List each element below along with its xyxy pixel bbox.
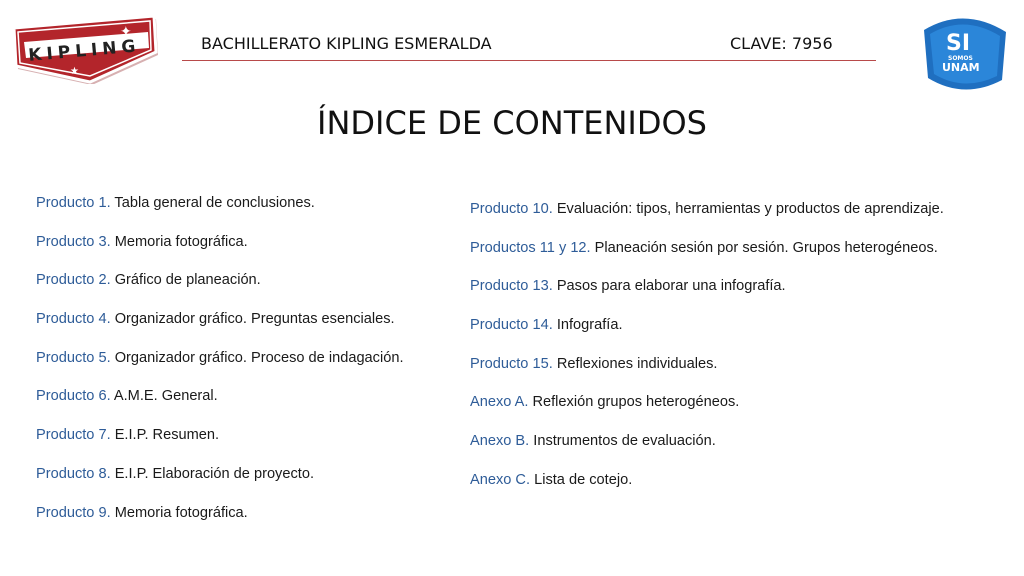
item-reference: Producto 6. [36, 388, 111, 405]
item-description: Memoria fotográfica. [110, 504, 248, 521]
list-item [36, 270, 404, 309]
item-reference: Producto 7. [36, 427, 111, 444]
item-reference: Anexo C. [470, 471, 531, 488]
item-reference: Anexo A. [470, 394, 529, 411]
item-description: E.I.P. Elaboración de proyecto. [110, 465, 314, 482]
list-item [36, 503, 404, 542]
list-item [36, 348, 404, 387]
item-description: Pasos para elaborar una infografía. [552, 278, 786, 295]
svg-text:★: ★ [70, 66, 79, 77]
list-item [36, 309, 404, 348]
item-reference: Producto 15. [470, 355, 553, 372]
list-item [36, 232, 404, 271]
svg-text:UNAM: UNAM [942, 61, 980, 74]
list-item [470, 470, 944, 509]
si-somos-unam-logo [918, 10, 1010, 94]
list-item [36, 464, 404, 503]
item-reference: Producto 1. [36, 195, 111, 211]
svg-text:KIPLING: KIPLING [27, 36, 142, 66]
svg-text:SI: SI [946, 31, 971, 56]
item-reference: Producto 10. [470, 201, 553, 217]
list-item [470, 199, 944, 238]
page-title: ÍNDICE DE CONTENIDOS [317, 104, 707, 142]
item-description: Lista de cotejo. [530, 471, 633, 488]
svg-text:SOMOS: SOMOS [948, 55, 973, 62]
item-description: Reflexiones individuales. [552, 355, 718, 372]
item-description: Memoria fotográfica. [110, 233, 248, 250]
item-description: E.I.P. Resumen. [110, 427, 220, 444]
school-name: BACHILLERATO KIPLING ESMERALDA [201, 34, 492, 53]
list-item [470, 431, 944, 470]
list-item [36, 386, 404, 425]
list-item [470, 315, 944, 354]
list-item [470, 392, 944, 431]
item-reference: Producto 5. [36, 349, 111, 366]
item-reference: Anexo B. [470, 433, 530, 450]
item-description: A.M.E. General. [110, 388, 218, 405]
item-reference: Productos 11 y 12. [470, 239, 591, 256]
item-description: Infografía. [552, 317, 623, 334]
item-description: Planeación sesión por sesión. Grupos heterogéneos. [590, 239, 938, 256]
item-reference: Producto 4. [36, 311, 111, 328]
list-item [470, 276, 944, 315]
contents-list-right [470, 199, 944, 509]
item-description: Gráfico de planeación. [110, 272, 261, 289]
item-reference: Producto 14. [470, 317, 553, 334]
item-description: Reflexión grupos heterogéneos. [528, 394, 740, 411]
list-item [36, 193, 404, 232]
item-reference: Producto 3. [36, 233, 111, 250]
item-description: Tabla general de conclusiones. [110, 195, 315, 211]
svg-text:✦: ✦ [120, 23, 132, 39]
item-description: Evaluación: tipos, herramientas y productos de aprendizaje. [552, 201, 944, 217]
item-description: Instrumentos de evaluación. [529, 433, 716, 450]
school-clave: CLAVE: 7956 [730, 34, 833, 53]
item-reference: Producto 9. [36, 504, 111, 521]
item-reference: Producto 8. [36, 465, 111, 482]
item-description: Organizador gráfico. Preguntas esenciales. [110, 311, 395, 328]
list-item [470, 354, 944, 393]
contents-list-left [36, 193, 404, 541]
kipling-logo [10, 12, 160, 84]
item-description: Organizador gráfico. Proceso de indagación. [110, 349, 404, 366]
list-item [36, 425, 404, 464]
header-divider [182, 60, 876, 61]
list-item [470, 238, 944, 277]
item-reference: Producto 2. [36, 272, 111, 289]
item-reference: Producto 13. [470, 278, 553, 295]
